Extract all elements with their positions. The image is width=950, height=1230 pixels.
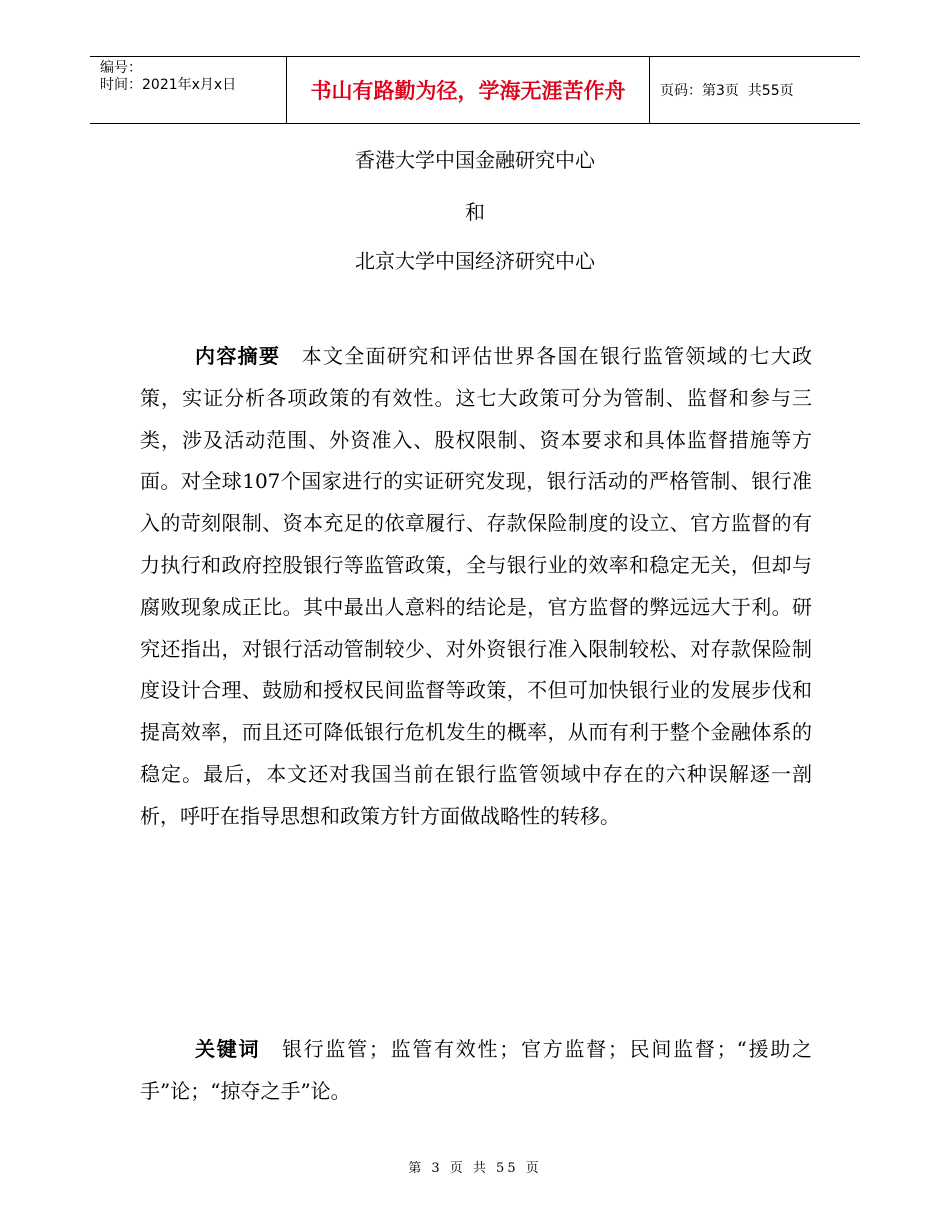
keywords-label: 关键词 [195,1037,261,1061]
keywords-text: 银行监管；监管有效性；官方监督；民间监督；“援助之手”论；“掠夺之手”论。 [140,1037,812,1103]
institution-hku: 香港大学中国金融研究中心 [355,148,595,172]
page-info-text: 页码：第3页 共55页 [660,83,794,99]
abstract-label: 内容摘要 [195,344,281,368]
document-header [90,56,860,124]
header-page-info [650,57,860,123]
header-meta [90,57,287,123]
abstract-paragraph [140,336,812,838]
keywords-paragraph [140,1029,812,1113]
time-label: 时间：2021年x月x日 [100,77,237,93]
number-label: 编号： [100,60,142,76]
header-motto: 书山有路勤为径，学海无涯苦作舟 [287,57,650,123]
institution-connector: 和 [465,200,485,224]
page-footer: 第 3 页 共 55 页 [408,1161,542,1176]
institution-pku: 北京大学中国经济研究中心 [355,249,595,273]
abstract-text: 本文全面研究和评估世界各国在银行监管领域的七大政策，实证分析各项政策的有效性。这七大政策可分为管制、监督和参与三类，涉及活动范围、外资准入、股权限制、资本要求和具体监督措施等方面。对全球107个国家进行的实证研究发现，银行活动的严格管制、银行准入的苛刻限制、资本充足的依章履行、存款保险制度的设立、官方监督的有力执行和政府控股银行等监管政策，全与银行业的效率和稳定无关，但却与腐败现象成正比。其中最出人意料的结论是，官方监督的弊远远大于利。研究还指出，对银行活动管制较少、对外资银行准入限制较松、对存款保险制度设计合理、鼓励和授权民间监督等政策，不但可加快银行业的发展步伐和提高效率，而且还可降低银行危机发生的概率，从而有利于整个金融体系的稳定。最后，本文还对我国当前在银行监管领域中存在的六种误解逐一剖析，呼吁在指导思想和政策方针方面做战略性的转移。 [140,344,813,828]
